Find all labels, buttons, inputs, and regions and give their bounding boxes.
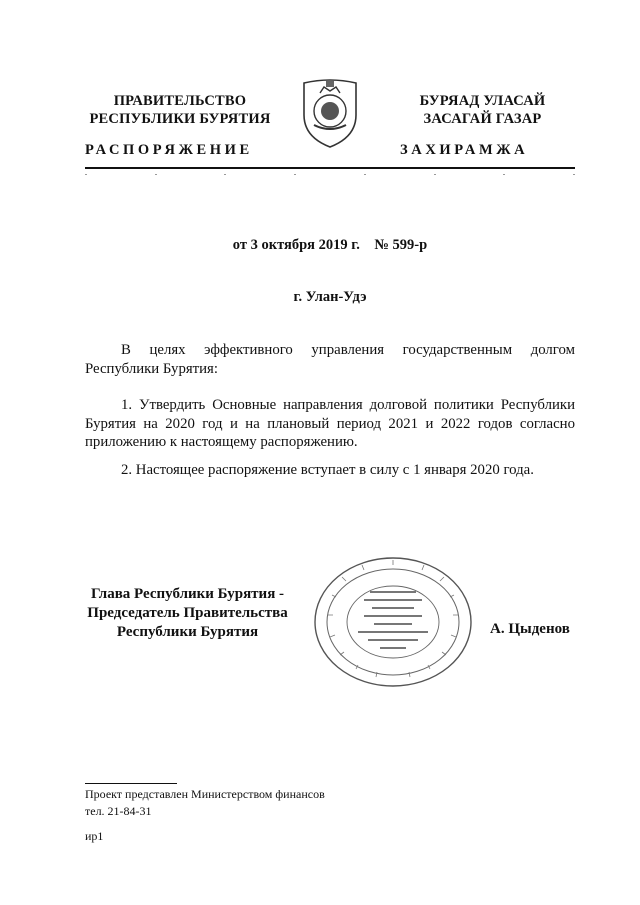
header-rule — [85, 167, 575, 169]
signatory-name: А. Цыденов — [490, 621, 570, 637]
header-right-line1: БУРЯАД УЛАСАЙ — [419, 93, 546, 109]
official-seal-stamp — [312, 555, 474, 690]
signatory-title-line2: Председатель Правительства — [87, 605, 288, 621]
header-dotted-rule — [85, 174, 575, 176]
item-2-paragraph: 2. Настоящее распоряжение вступает в силу с 1 января 2020 года. — [121, 462, 534, 478]
emblem-icon — [298, 75, 362, 149]
header-left — [85, 92, 275, 128]
document-code: ир1 — [85, 829, 104, 843]
signatory-title-line1: Глава Республики Бурятия - — [90, 586, 285, 602]
phone: тел. 21-84-31 — [85, 804, 152, 818]
signatory-title — [85, 585, 290, 642]
prepared-by: Проект представлен Министерством финансов — [85, 787, 325, 801]
item-1-paragraph: 1. Утвердить Основные направления долговой политики Республики Бурятия на 2020 год и на плановый период 2021 и 2022 годов согласно приложению к настоящему распоряжению. — [85, 397, 575, 450]
signatory-title-line3: Республики Бурятия — [116, 624, 259, 640]
doc-type-left: РАСПОРЯЖЕНИЕ — [85, 142, 253, 158]
header-left-line1: ПРАВИТЕЛЬСТВО — [113, 93, 247, 109]
footnote-rule — [85, 783, 177, 784]
header-left-line2: РЕСПУБЛИКИ БУРЯТИЯ — [89, 111, 271, 127]
header-right-line2: ЗАСАГАЙ ГАЗАР — [423, 111, 542, 127]
date-number: от 3 октября 2019 г. № 599-р — [232, 237, 428, 253]
intro-paragraph: В целях эффективного управления государственным долгом Республики Бурятия: — [85, 342, 575, 377]
city: г. Улан-Удэ — [293, 289, 367, 305]
header-right — [390, 92, 575, 128]
doc-type-right: ЗАХИРАМЖА — [400, 142, 529, 158]
